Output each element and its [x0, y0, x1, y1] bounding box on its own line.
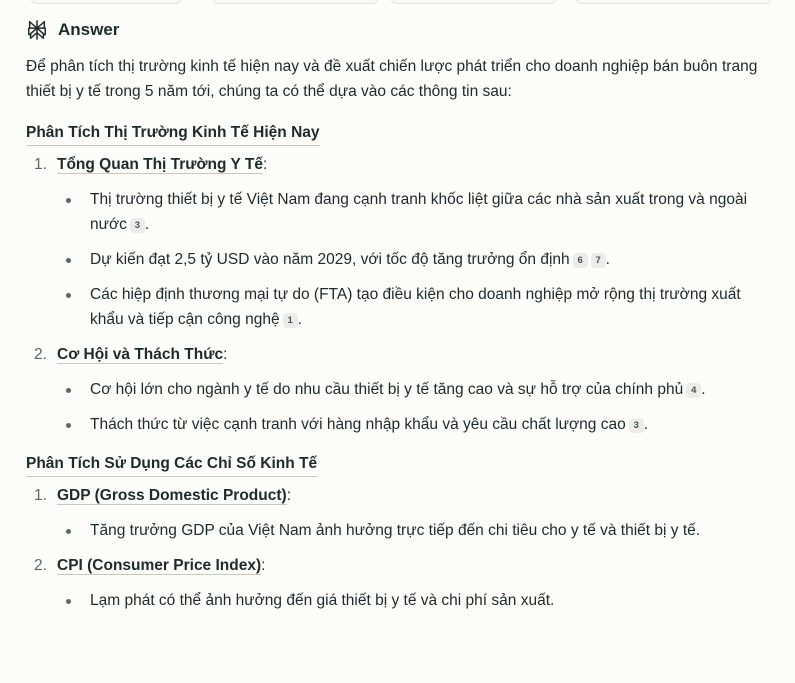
- answer-content: [26, 54, 776, 623]
- citation-badge[interactable]: 1: [283, 313, 298, 328]
- bullet-list: [26, 518, 776, 543]
- list-item: [26, 412, 776, 437]
- bullet-text: Thách thức từ việc cạnh tranh với hàng nhập khẩu và yêu cầu chất lượng cao: [90, 416, 626, 433]
- sentence-period: .: [643, 416, 649, 433]
- item-number: 2.: [34, 346, 47, 363]
- answer-title: Answer: [58, 20, 120, 39]
- item-label-link[interactable]: GDP (Gross Domestic Product): [57, 487, 287, 504]
- list-item: [26, 247, 776, 272]
- sentence-period: .: [701, 381, 706, 398]
- bullet-text: Tăng trưởng GDP của Việt Nam ảnh hưởng trực tiếp đến chi tiêu cho y tế và thiết bị y tế.: [90, 522, 701, 539]
- list-item: [26, 588, 776, 613]
- bullet-list: [26, 187, 776, 332]
- section-heading: Phân Tích Thị Trường Kinh Tế Hiện Nay: [26, 122, 320, 146]
- list-item: [26, 282, 776, 332]
- label-colon: :: [223, 346, 228, 363]
- item-label-link[interactable]: CPI (Consumer Price Index): [57, 557, 262, 574]
- intro-paragraph: Để phân tích thị trường kinh tế hiện nay và đề xuất chiến lược phát triển cho doanh nghiệp bán buôn trang thiết bị y tế trong 5 năm tới, chúng ta có thể dựa vào các thông tin sau:: [26, 58, 758, 100]
- bullet-dot-icon: [66, 258, 71, 263]
- top-toolbar-edge: [0, 0, 795, 4]
- section-heading: Phân Tích Sử Dụng Các Chỉ Số Kinh Tế: [26, 453, 317, 477]
- bullet-dot-icon: [66, 529, 71, 534]
- bullet-text: Thị trường thiết bị y tế Việt Nam đang cạnh tranh khốc liệt giữa các nhà sản xuất trong và ngoài nước: [90, 191, 748, 233]
- answer-section: [26, 451, 776, 613]
- item-number: 1.: [34, 487, 47, 504]
- numbered-item: [26, 342, 776, 367]
- answer-header: [26, 19, 119, 41]
- answer-logo-icon: [26, 19, 48, 41]
- list-item: [26, 518, 776, 543]
- bullet-dot-icon: [66, 388, 71, 393]
- bullet-dot-icon: [66, 198, 71, 203]
- citation-badge[interactable]: 3: [130, 218, 145, 233]
- label-colon: :: [286, 487, 291, 504]
- citation-badge[interactable]: 6: [573, 253, 588, 268]
- bullet-list: [26, 377, 776, 437]
- bullet-dot-icon: [66, 423, 71, 428]
- list-item: [26, 187, 776, 237]
- sentence-period: .: [605, 251, 610, 268]
- item-number: 2.: [34, 557, 47, 574]
- toolbar-chip[interactable]: [390, 0, 557, 4]
- item-label-link[interactable]: Cơ Hội và Thách Thức: [57, 346, 224, 363]
- bullet-dot-icon: [66, 293, 71, 298]
- bullet-dot-icon: [66, 599, 71, 604]
- numbered-item: [26, 553, 776, 578]
- label-colon: :: [261, 557, 266, 574]
- numbered-item: [26, 152, 776, 177]
- citation-badge[interactable]: 4: [686, 383, 701, 398]
- bullet-text: Cơ hội lớn cho ngành y tế do nhu cầu thiết bị y tế tăng cao và sự hỗ trợ của chính phủ: [90, 381, 684, 398]
- list-item: [26, 377, 776, 402]
- citation-badge[interactable]: 7: [591, 253, 606, 268]
- sentence-period: .: [144, 216, 150, 233]
- bullet-text: Dự kiến đạt 2,5 tỷ USD vào năm 2029, với tốc độ tăng trưởng ổn định: [90, 251, 570, 268]
- toolbar-chip[interactable]: [212, 0, 379, 4]
- toolbar-chip[interactable]: [30, 0, 182, 4]
- sentence-period: .: [297, 311, 302, 328]
- item-number: 1.: [34, 156, 47, 173]
- citation-badge[interactable]: 3: [629, 418, 644, 433]
- label-colon: :: [262, 156, 268, 173]
- bullet-text: Các hiệp định thương mại tự do (FTA) tạo điều kiện cho doanh nghiệp mở rộng thị trường xuất khẩu và tiếp cận công nghệ: [90, 286, 741, 328]
- item-label-link[interactable]: Tổng Quan Thị Trường Y Tế: [57, 156, 263, 173]
- toolbar-chip[interactable]: [575, 0, 772, 4]
- numbered-item: [26, 483, 776, 508]
- bullet-list: [26, 588, 776, 613]
- answer-section: [26, 120, 776, 437]
- bullet-text: Lạm phát có thể ảnh hưởng đến giá thiết bị y tế và chi phí sản xuất.: [90, 592, 555, 609]
